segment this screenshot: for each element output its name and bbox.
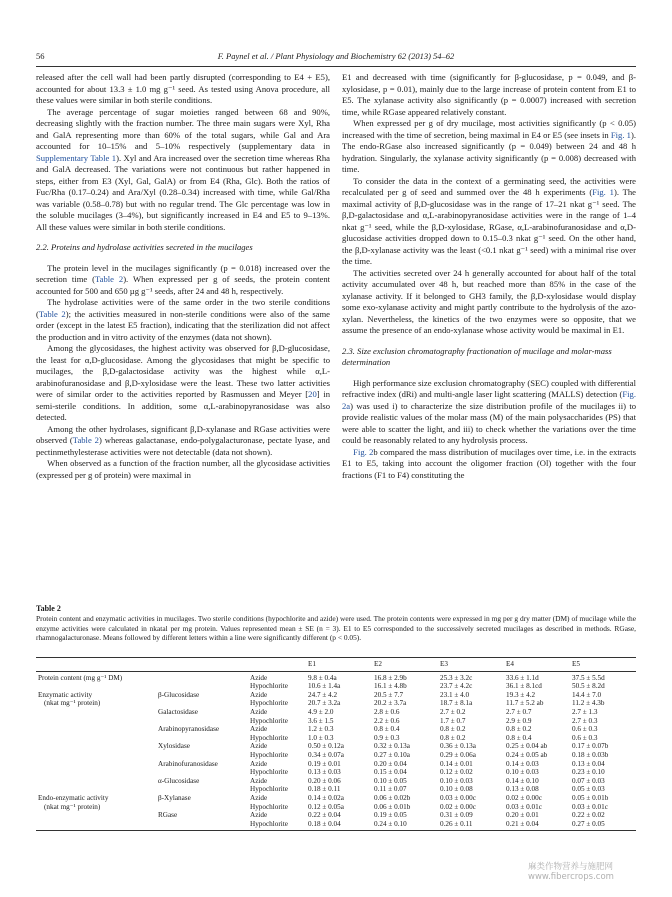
table-cell: 0.6 ± 0.3	[572, 733, 598, 742]
table-cell: Arabinopyranosidase	[158, 725, 220, 734]
column-header	[156, 658, 248, 672]
table-row	[36, 751, 636, 760]
table-cell: Azide	[250, 707, 268, 716]
running-header	[36, 51, 636, 65]
table-cell: 0.27 ± 0.10a	[374, 750, 410, 759]
table-cell: 0.06 ± 0.01b	[374, 802, 411, 811]
table-row	[36, 682, 636, 691]
table-cell	[36, 760, 156, 769]
table-title: Table 2	[36, 604, 61, 613]
table-cell: Hypochlorite	[250, 802, 288, 811]
table-cell: 0.21 ± 0.04	[504, 820, 570, 831]
table-cell: 1.0 ± 0.3	[308, 733, 334, 742]
table-cell: 0.24 ± 0.05 ab	[506, 750, 548, 759]
table-cell: 2.7 ± 0.3	[572, 716, 598, 725]
paragraph: The average percentage of sugar moieties ranged between 68 and 90%, decreasing slightly with the fraction number. The three main sugars were Xyl, Rha and GalA representing more than 60% of the total sugars, while Gal and Ara accounted for 10–15% and 5–10% respectively (supplementary data in Supplementary Table 1). Xyl and Ara increased over the secretion time whereas Rha and GalA decreased. The variations were not continuous but rather happened in steps, either from E3 (Xyl, Gal, GalA) or from E4 (Rha, Glc). Both the ratios of Fuc/Rha (0.17–0.24) and Ara/Xyl (0.28–0.34) increased with time, while Gal/Rha was variable (0.58–0.78) but with no regular trend. The Glc percentage was low in the soluble mucilages (3–4%), but significantly increased in E4 and E5 to 9–13%. All these values were similar in both sterile conditions.	[36, 106, 330, 232]
table-cell	[156, 734, 248, 743]
table-cell: 0.14 ± 0.03	[506, 759, 539, 768]
left-column	[36, 72, 330, 481]
table-cell: 0.22 ± 0.02	[572, 811, 605, 820]
paragraph: The protein level in the mucilages significantly (p = 0.018) increased over the secretion time (Table 2). When expressed per g of seeds, the protein content accounted for 500 and 650 µg g⁻¹ seeds, after 24 and 48 h, respectively.	[36, 262, 331, 296]
table-cell: 0.02 ± 0.00c	[506, 793, 542, 802]
table-cell: 23.1 ± 4.0	[440, 690, 470, 699]
paragraph: Fig. 2b compared the mass distribution of mucilages over time, i.e. in the extracts E1 to E5, taking into account the oligomer fraction (Ol) together with the four fractions (F1 to F4) constituting the	[342, 446, 636, 480]
figure-link[interactable]: Fig. 2	[353, 446, 374, 457]
table-cell: 0.36 ± 0.13a	[440, 742, 476, 751]
paragraph: When expressed per g of dry mucilage, most activities significantly (p < 0.05) increased with the time of secretion, being maximal in E4 or E5 (see insets in Fig. 1). The endo-RGase also increased significantly (p = 0.049) between 24 and 48 h hydration. Singularly, the xylanase activity significantly (p = 0.008) decreased with time.	[342, 118, 636, 174]
table-cell: Hypochlorite	[250, 682, 288, 691]
table-cell	[36, 777, 156, 786]
table-caption: Protein content and enzymatic activities in mucilages. Two sterile conditions (hypochlorite and azide) were used. The protein contents were expressed in mg per g dry matter (DM) of mucilage while the enzyme activities were calculated in nkatal per mg protein. Values represented mean ± SE (n = 3). E1 to E5 corresponded to the successively secreted mucilages as described in methods. RGase, rhamnogalacturonase. Means followed by different letters within a line were significantly different (p < 0.05).	[36, 614, 636, 643]
table-cell: 14.4 ± 7.0	[572, 690, 602, 699]
table-cell: 0.10 ± 0.08	[440, 785, 473, 794]
table-cell	[36, 682, 156, 691]
table-cell: 16.1 ± 4.8b	[374, 682, 407, 691]
table-cell: 0.13 ± 0.03	[308, 768, 341, 777]
table-cell: 0.14 ± 0.02a	[308, 793, 344, 802]
section-heading-2-2: 2.2. Proteins and hydrolase activities secreted in the mucilages	[36, 242, 253, 252]
table-cell: Hypochlorite	[250, 733, 288, 742]
table-cell: 0.15 ± 0.04	[374, 768, 407, 777]
table-cell	[156, 671, 248, 682]
table-cell: 0.20 ± 0.01	[506, 811, 539, 820]
table-cell	[36, 811, 156, 820]
table-row	[36, 734, 636, 743]
table-cell: 0.03 ± 0.00c	[440, 793, 476, 802]
table-cell: 0.10 ± 0.05	[374, 776, 407, 785]
table-cell: Hypochlorite	[250, 785, 288, 794]
table-cell	[36, 820, 156, 831]
table-cell: 0.23 ± 0.10	[572, 768, 605, 777]
table-cell: 11.7 ± 5.2 ab	[506, 699, 544, 708]
table-cell	[156, 768, 248, 777]
table-cell: 0.25 ± 0.04 ab	[506, 742, 548, 751]
table-cell: Azide	[250, 742, 268, 751]
table-cell: 0.14 ± 0.10	[506, 776, 539, 785]
page-number: 56	[36, 51, 45, 61]
table-cell	[36, 768, 156, 777]
table-cell: 33.6 ± 1.1d	[506, 673, 539, 682]
table-cell: 1.2 ± 0.3	[308, 725, 334, 734]
table-cell: 24.7 ± 4.2	[308, 690, 338, 699]
paragraph: Among the other hydrolases, significant β,D-xylanase and RGase activities were observed (Table 2) whereas galactanase, endo-polygalacturonase, pectate lyase, and pectinmethylesterase activities were not detectable (data not shown).	[36, 423, 330, 457]
table-cell: Arabinofuranosidase	[158, 759, 218, 768]
table-row	[36, 691, 636, 700]
table-row	[36, 725, 636, 734]
table-cell: Azide	[250, 725, 268, 734]
column-header: E5	[570, 658, 636, 672]
table-cell: 11.2 ± 4.3b	[572, 699, 605, 708]
table-link[interactable]: Table 2	[72, 435, 99, 445]
table-cell: 2.9 ± 0.9	[506, 716, 532, 725]
table-link[interactable]: Table 2	[95, 274, 124, 284]
table-cell: 0.50 ± 0.12a	[308, 742, 344, 751]
table-cell: 20.5 ± 7.7	[374, 690, 404, 699]
table-cell: 0.05 ± 0.01b	[572, 793, 609, 802]
table-cell: Hypochlorite	[248, 820, 306, 831]
section-heading-2-3: 2.3. Size exclusion chromatography fractionation of mucilage and molar-mass determination	[342, 345, 612, 367]
table-cell	[36, 785, 156, 794]
column-header: E3	[438, 658, 504, 672]
table-row	[36, 785, 636, 794]
table-cell: 0.8 ± 0.4	[374, 725, 400, 734]
table-row	[36, 717, 636, 726]
table-cell	[36, 734, 156, 743]
supplementary-link[interactable]: Supplementary Table 1	[36, 152, 117, 163]
table-cell: Enzymatic activity	[38, 690, 93, 699]
site-watermark: 麻类作物营养与施肥网 www.fibercrops.com	[528, 862, 614, 882]
table-cell: 0.05 ± 0.03	[572, 785, 605, 794]
table-cell: 0.12 ± 0.05a	[308, 802, 344, 811]
table-cell: 9.8 ± 0.4a	[308, 673, 337, 682]
table-cell	[36, 742, 156, 751]
table-cell	[36, 725, 156, 734]
table-cell: Protein content (mg g⁻¹ DM)	[38, 673, 123, 682]
table-cell: Azide	[250, 759, 268, 768]
table-cell: 0.14 ± 0.01	[440, 759, 473, 768]
paragraph: To consider the data in the context of a germinating seed, the activities were recalculated per g of seed and summed over the 48 h experiments (Fig. 1). The maximal activity of β,D-glucosidase was in the range of 17–21 nkat g⁻¹ seed. The β,D-galactosidase and α,L-arabinopyranosidase activities were in the range of 1–4 nkat g⁻¹ seed, while the β,D-xylosidase, RGase, α,L-arabinofuranosidase and α,D-glucosidase activities dropped down to 0.15–0.3 nkat g⁻¹ seed. On the other hand, the β,D-xylanase activity was the least (<0.1 nkat g⁻¹ seed) with a minimal rise over the time.	[342, 175, 636, 266]
table-cell: 2.7 ± 1.3	[572, 707, 598, 716]
paragraph: released after the cell wall had been partly disrupted (corresponding to E4 + E5), accounted for about 13.3 ± 1.0 mg g⁻¹ seed. As tested using Anova procedure, all these values were similar in both sterile conditions.	[36, 72, 330, 105]
table-cell	[156, 751, 248, 760]
table-header-row	[36, 658, 636, 672]
table-cell: 1.7 ± 0.7	[440, 716, 466, 725]
table-body	[36, 671, 636, 831]
table-cell: 0.10 ± 0.03	[506, 768, 539, 777]
table-cell: 0.06 ± 0.02b	[374, 793, 411, 802]
table-cell: 2.8 ± 0.6	[374, 707, 400, 716]
table-cell: 0.19 ± 0.05	[374, 811, 407, 820]
table-cell: 0.8 ± 0.2	[440, 725, 466, 734]
table-cell: Hypochlorite	[250, 768, 288, 777]
table-cell	[36, 708, 156, 717]
right-column	[342, 72, 636, 481]
table-cell: Azide	[250, 811, 268, 820]
table-cell: 0.12 ± 0.02	[440, 768, 473, 777]
table-row	[36, 742, 636, 751]
table-row	[36, 699, 636, 708]
column-header: E4	[504, 658, 570, 672]
table-row	[36, 803, 636, 812]
table-row	[36, 768, 636, 777]
table-cell: α-Glucosidase	[158, 776, 200, 785]
table-cell: 23.7 ± 4.2c	[440, 682, 473, 691]
figure-link[interactable]: Fig. 2a	[342, 389, 636, 411]
table-row	[36, 671, 636, 682]
table-cell: 36.1 ± 8.1cd	[506, 682, 542, 691]
journal-citation: F. Paynel et al. / Plant Physiology and Biochemistry 62 (2013) 54–62	[217, 51, 455, 61]
table-cell: 0.18 ± 0.04	[306, 820, 372, 831]
table-cell: 0.22 ± 0.04	[308, 811, 341, 820]
table-cell: 0.34 ± 0.07a	[308, 750, 344, 759]
table-cell: 0.27 ± 0.05	[570, 820, 636, 831]
table-cell: 0.10 ± 0.03	[440, 776, 473, 785]
figure-link[interactable]: Fig. 1	[592, 187, 614, 197]
table-cell	[156, 717, 248, 726]
table-cell: 0.18 ± 0.11	[308, 785, 341, 794]
table-cell: β-Glucosidase	[158, 690, 200, 699]
table-cell: 4.9 ± 2.0	[308, 707, 334, 716]
table-cell: 2.2 ± 0.6	[374, 716, 400, 725]
table-cell	[156, 820, 248, 831]
table-cell: 0.8 ± 0.2	[440, 733, 466, 742]
table-cell: 20.2 ± 3.7a	[374, 699, 407, 708]
table-cell: 0.32 ± 0.13a	[374, 742, 410, 751]
table-cell: 10.6 ± 1.4a	[308, 682, 341, 691]
table-cell	[156, 803, 248, 812]
column-header	[248, 658, 306, 672]
table-cell: 2.7 ± 0.2	[440, 707, 466, 716]
table-cell: Hypochlorite	[250, 699, 288, 708]
table-row	[36, 777, 636, 786]
data-table	[36, 657, 636, 831]
table-row	[36, 794, 636, 803]
table-cell: 0.19 ± 0.01	[308, 759, 341, 768]
paragraph: Among the glycosidases, the highest activity was observed for β,D-glucosidase, the least for α,D-glucosidase. Among the glycosidases that might be specific to mucilages, the β,D-galactosidase activity was the highest while α,L-arabinofuranosidase and β,D-xylosidase were the least. These two latter activities were of similar order to the activities reported by Rasmussen and Meyer [20] in semi-sterile conditions. In addition, some α,L-arabinopyranosidase was also detected.	[36, 343, 331, 422]
paragraph: E1 and decreased with time (significantly for β-glucosidase, p = 0.049, and β-xylosidase, p = 0.01), mainly due to the large increase of protein content from E1 to E5. The xylanase activity also significantly (p = 0.0007) increased with secretion time, while RGase appeared relatively constant.	[342, 72, 636, 117]
paragraph: When observed as a function of the fraction number, all the glycosidase activities (expressed per g of protein) were maximal in	[36, 458, 330, 480]
table-row	[36, 811, 636, 820]
table-cell: 0.03 ± 0.01c	[572, 802, 608, 811]
table-cell: 37.5 ± 5.5d	[572, 673, 605, 682]
table-cell: 0.13 ± 0.04	[572, 759, 605, 768]
table-cell: Hypochlorite	[250, 716, 288, 725]
table-cell: 0.20 ± 0.04	[374, 759, 407, 768]
table-cell: 19.3 ± 4.2	[506, 690, 536, 699]
table-cell: 0.18 ± 0.03b	[572, 750, 609, 759]
table-cell: (nkat mg⁻¹ protein)	[44, 699, 101, 708]
paragraph: High performance size exclusion chromatography (SEC) coupled with differential refractive index (dRi) and multi-angle laser light scattering (MALLS) detection (Fig. 2a) was used i) to characterize the size distribution profile of the mucilages ii) to provide realistic values of the molar mass (M) of the main polysaccharides (PS) that were able to scatter the light, and iii) to check whether the variations over the time could be reasonably related to any hydrolysis process.	[342, 377, 636, 445]
reference-link[interactable]: 20	[308, 389, 317, 399]
table-cell: 2.7 ± 0.7	[506, 707, 532, 716]
table-cell: 0.07 ± 0.03	[572, 776, 605, 785]
table-cell: 0.8 ± 0.4	[506, 733, 532, 742]
table-row	[36, 820, 636, 831]
table-cell: Xylosidase	[158, 742, 190, 751]
table-link[interactable]: Table 2	[38, 308, 66, 319]
table-cell	[156, 699, 248, 708]
paragraph: The activities secreted over 24 h generally accounted for about half of the total activity accumulated over 48 h, but reached more than 85% in the case of the xylanase activity. If it belonged to GH3 family, the β,D-xylosidase would display some exo-xylanase activity and might partly contribute to the hydrolysis of the azo-xylan. Nevertheless, the kinetics of the two enzymes were so opposite, that we assume the presence of an endo-xylanase whose activity would be maximal in E1.	[342, 267, 636, 335]
table-cell: 50.5 ± 8.2d	[572, 682, 605, 691]
table-cell: RGase	[158, 811, 178, 820]
figure-link[interactable]: Fig. 1	[610, 129, 631, 140]
table-cell: Endo-enzymatic activity	[38, 793, 109, 802]
table-cell: 0.02 ± 0.00c	[440, 802, 476, 811]
table-cell: 0.17 ± 0.07b	[572, 742, 609, 751]
column-header: E2	[372, 658, 438, 672]
table-cell: 0.9 ± 0.3	[374, 733, 400, 742]
table-cell: Azide	[250, 690, 268, 699]
table-cell: 3.6 ± 1.5	[308, 716, 334, 725]
table-row	[36, 708, 636, 717]
table-cell: 0.29 ± 0.06a	[440, 750, 476, 759]
column-header: E1	[306, 658, 372, 672]
table-cell: 0.31 ± 0.09	[440, 811, 473, 820]
table-cell	[36, 717, 156, 726]
table-cell	[36, 751, 156, 760]
table-cell: 0.11 ± 0.07	[374, 785, 407, 794]
table-cell: Azide	[250, 673, 268, 682]
header-rule	[36, 66, 636, 67]
table-cell: 0.6 ± 0.3	[572, 725, 598, 734]
table-cell: 25.3 ± 3.2c	[440, 673, 473, 682]
paragraph: The hydrolase activities were of the same order in the two sterile conditions (Table 2); the activities measured in non-sterile conditions were also of the same order (except in the latest E5 fraction), indicating that the sterilization did not affect the production and in vitro activity of the enzymes (data not shown).	[36, 297, 330, 342]
table-cell	[156, 682, 248, 691]
table-cell: (nkat mg⁻¹ protein)	[44, 802, 101, 811]
table-row	[36, 760, 636, 769]
table-cell: 20.7 ± 3.2a	[308, 699, 341, 708]
table-cell: 0.24 ± 0.10	[372, 820, 438, 831]
table-cell	[156, 785, 248, 794]
column-header	[36, 658, 156, 672]
table-cell: 0.26 ± 0.11	[438, 820, 504, 831]
table-cell: 0.13 ± 0.08	[506, 785, 539, 794]
table-cell: 0.8 ± 0.2	[506, 725, 532, 734]
table-cell: Azide	[250, 793, 268, 802]
table-cell: Hypochlorite	[250, 750, 288, 759]
table-cell: Azide	[250, 776, 268, 785]
table-cell: β-Xylanase	[158, 793, 191, 802]
table-cell: 16.8 ± 2.9b	[374, 673, 407, 682]
table-cell: 18.7 ± 8.1a	[440, 699, 473, 708]
table-cell: Galactosidase	[158, 707, 198, 716]
table-cell: 0.20 ± 0.06	[308, 776, 341, 785]
table-cell: 0.03 ± 0.01c	[506, 802, 542, 811]
